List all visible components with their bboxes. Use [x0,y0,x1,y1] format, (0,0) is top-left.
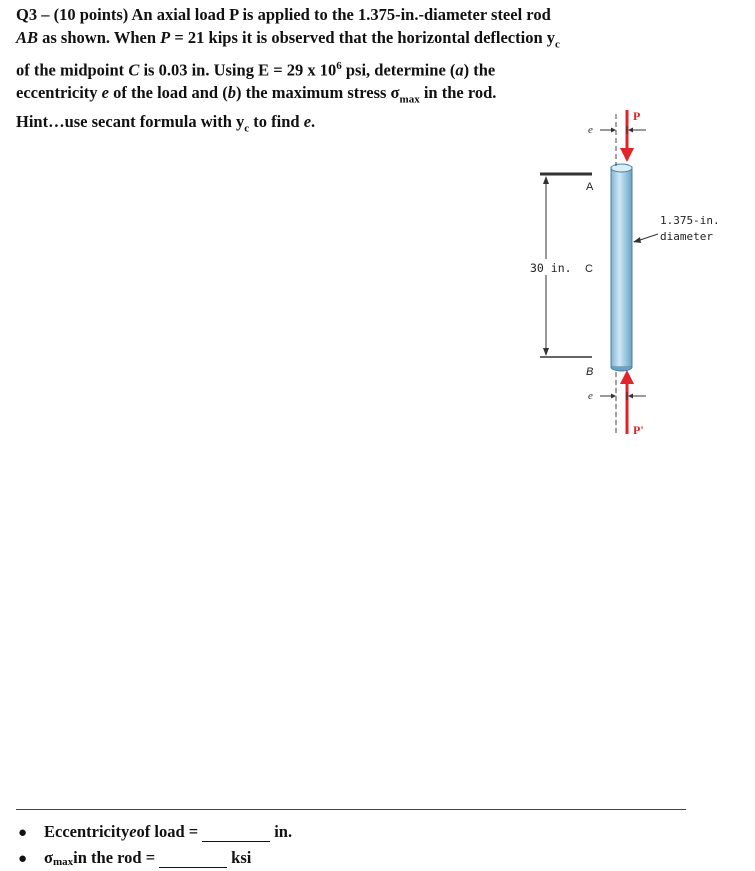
load-label-top: P [633,109,641,123]
problem-line-1 [16,4,716,27]
text: = 21 kips it is observed that the horizontal deflection y [170,27,556,47]
eccentricity-symbol: e [101,83,109,103]
eccentricity-label-end: of load = [136,822,199,841]
ecc-label-bottom: e [588,390,593,402]
separator-line [16,809,686,810]
text: in the rod. [419,83,497,103]
point-c-label: C [585,263,593,275]
rod-label: AB [16,27,39,47]
rod [611,167,632,367]
text: psi, determine ( [341,60,456,80]
stress-answer-row [18,842,292,868]
text: of the load and ( [108,83,228,103]
stress-unit: ksi [231,848,252,867]
stress-symbol: σ [44,848,53,867]
eccentricity-symbol: e [303,112,312,132]
point-a-label: A [586,181,594,193]
problem-line-2 [16,27,716,56]
subscript: c [244,122,250,135]
rod-top-face [611,164,632,172]
subscript: max [399,93,420,106]
ecc-arrowhead-top-right [628,128,633,133]
text: Hint…use secant formula with y [16,112,245,132]
eccentricity-unit: in. [274,822,293,841]
ecc-arrowhead-top-left [611,128,616,133]
text: to find [249,112,304,132]
stress-answer-blank[interactable] [159,849,227,868]
rod-bottom-face [611,367,632,371]
part-b-label: b [227,83,236,103]
eccentricity-symbol: e [129,822,137,841]
problem-line-3 [16,55,716,82]
stress-label: in the rod = [73,848,156,867]
stress-subscript: max [52,856,74,868]
eccentricity-label: Eccentricity [44,822,130,841]
midpoint-symbol: C [128,60,140,80]
answer-section [18,816,292,868]
text: ) the maximum stress σ [235,83,400,103]
text: . [311,112,316,132]
bullet-icon: ● [18,851,28,867]
text: is 0.03 in. Using E = 29 x 10 [139,60,337,80]
part-a-label: a [455,60,464,80]
bullet-icon: ● [18,825,28,841]
text: eccentricity [16,83,102,103]
subscript: c [555,37,560,50]
dimension-arrow-top [543,176,549,184]
text: of the midpoint [16,60,129,80]
problem-head: Q3 – (10 points) An axial load P is applied to the 1.375-in.-diameter steel rod [16,5,551,24]
eccentricity-answer-blank[interactable] [202,823,270,842]
diameter-label-2: diameter [660,230,713,243]
length-label: 30 in. [530,261,572,275]
point-b-label: B [586,366,594,378]
text: as shown. When [38,27,161,47]
diameter-label-1: 1.375-in. [660,214,720,227]
load-arrow-head-top [620,148,634,162]
load-label-bottom: P' [633,423,644,437]
ecc-label-top: e [588,124,593,136]
load-symbol: P [160,27,171,47]
ecc-arrowhead-bottom-left [611,394,616,399]
ecc-arrowhead-bottom-right [628,394,633,399]
dimension-arrow-bottom [543,348,549,356]
exponent: 6 [336,60,342,73]
load-arrow-head-bottom [620,370,634,384]
rod-diagram [520,104,755,444]
eccentricity-answer-row [18,816,292,842]
text: ) the [463,60,496,80]
diameter-leader-arrow [633,237,641,243]
